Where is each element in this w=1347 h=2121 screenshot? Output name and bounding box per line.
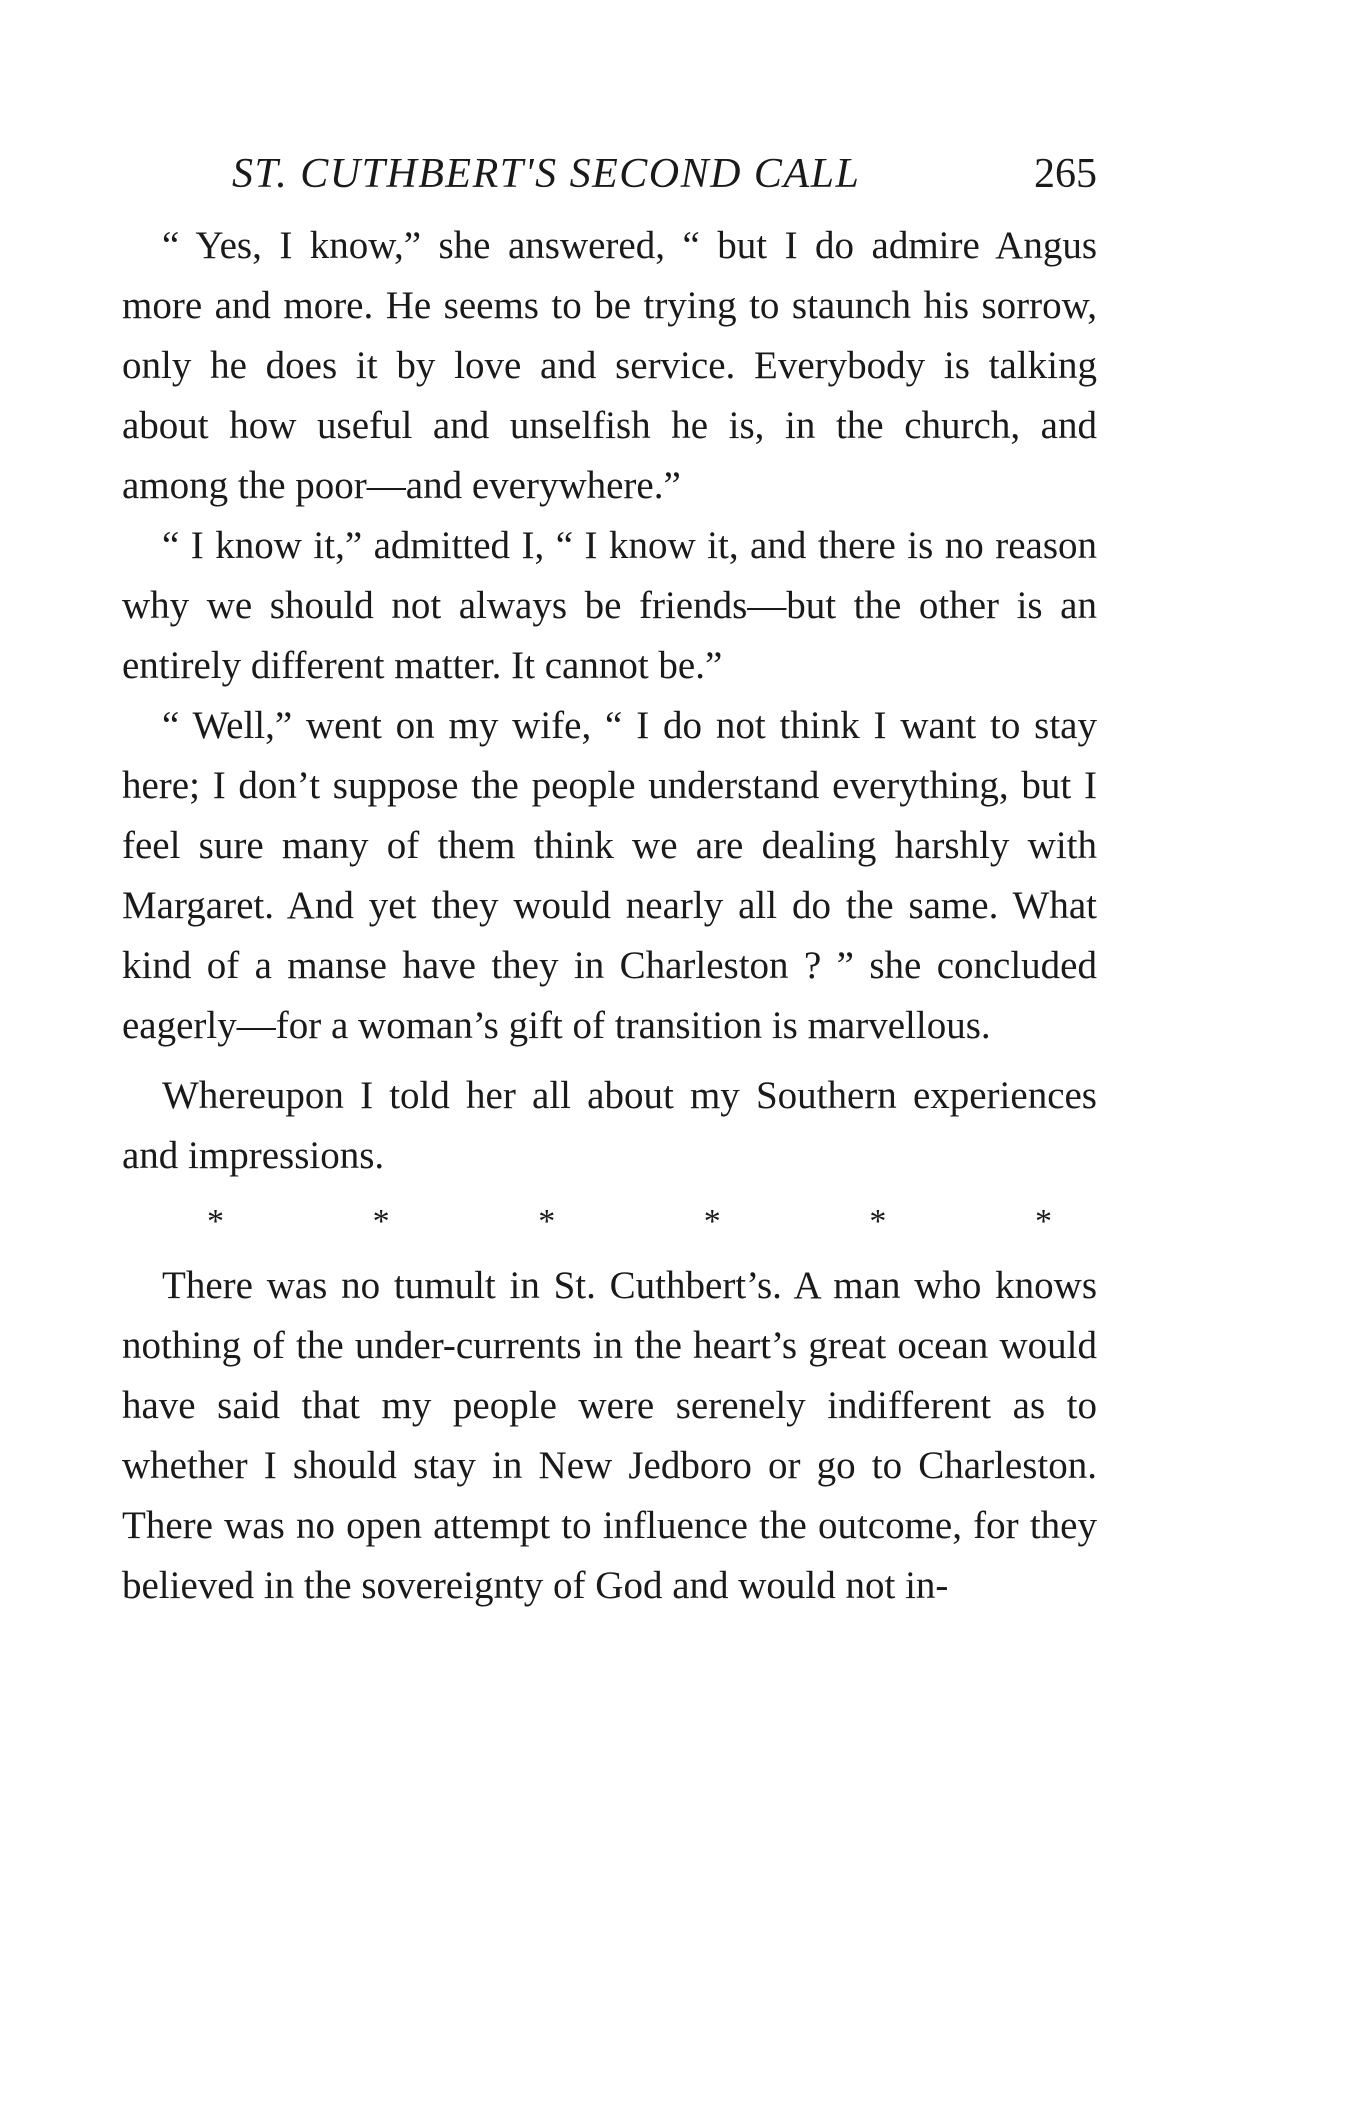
body-text — [122, 216, 1097, 1616]
paragraph-5: There was no tumult in St. Cuthbert’s. A man who knows nothing of the under-currents in the heart’s great ocean would have said that my people were serenely indifferent as to whether I should stay in New Jedboro or go to Charleston. There was no open attempt to influence the outcome, for they believed in the sovereignty of God and would not in- — [122, 1264, 1097, 1607]
paragraph-3: “ Well,” went on my wife, “ I do not think I want to stay here; I don’t suppose the people understand everything, but I feel sure many of them think we are dealing harshly with Margaret. And yet they would nearly all do the same. What kind of a manse have they in Charleston ? ” she concluded eagerly—for a woman’s gift of transition is marvellous. — [122, 704, 1097, 1047]
asterisk: * — [538, 1203, 556, 1240]
page-number: 265 — [1034, 151, 1097, 197]
book-page — [122, 150, 1097, 1616]
paragraph-1: “ Yes, I know,” she answered, “ but I do admire Angus more and more. He seems to be trying to staunch his sorrow, only he does it by love and service. Everybody is talking about how useful and unselfish he is, in the church, and among the poor—and everywhere.” — [122, 224, 1097, 507]
asterisk: * — [869, 1203, 887, 1240]
running-title: ST. CUTHBERT'S SECOND CALL — [232, 151, 861, 197]
section-break — [122, 1192, 1097, 1252]
asterisk: * — [372, 1203, 390, 1240]
asterisk: * — [703, 1203, 721, 1240]
asterisk: * — [1034, 1203, 1052, 1240]
paragraph-2: “ I know it,” admitted I, “ I know it, and there is no reason why we should not always be friends—but the other is an entirely different matter. It cannot be.” — [122, 524, 1097, 687]
running-head — [122, 150, 1097, 210]
paragraph-4: Whereupon I told her all about my Southern experiences and impressions. — [122, 1074, 1097, 1177]
asterisk: * — [207, 1203, 224, 1240]
